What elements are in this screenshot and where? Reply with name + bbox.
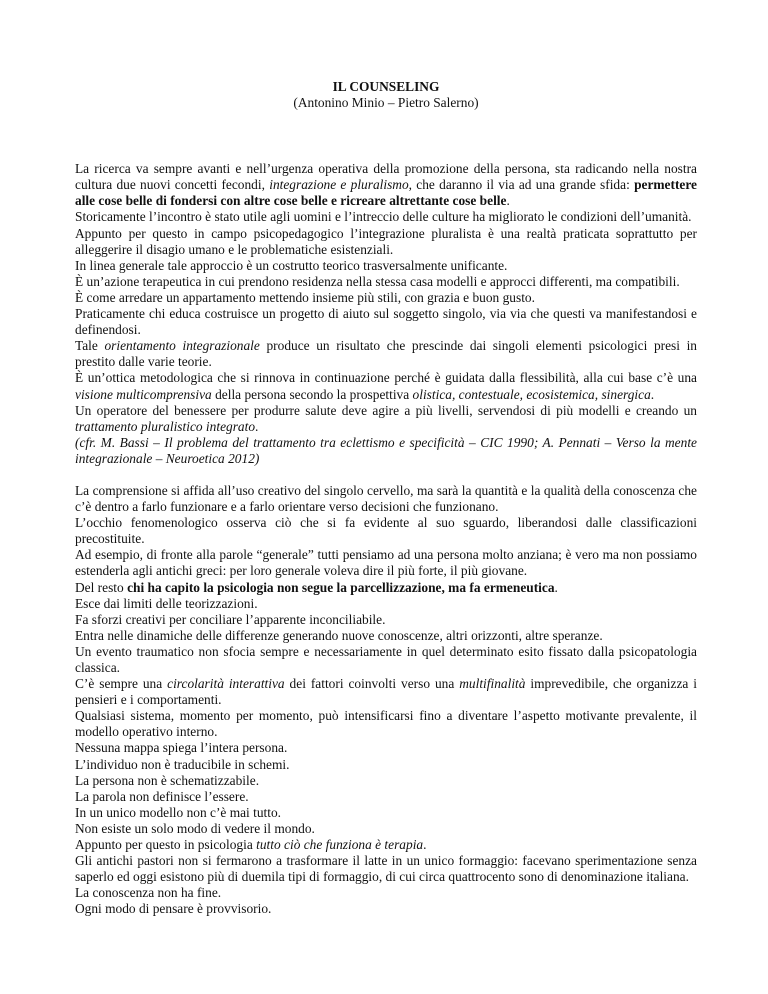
emphasis-text: chi ha capito la psicologia non segue la parcellizzazione, ma fa ermeneutica <box>127 579 555 595</box>
paragraph: Storicamente l’incontro è stato utile agli uomini e l’intreccio delle culture ha migliorato le condizioni dell’umanità. <box>75 209 692 225</box>
paragraph-gap <box>75 467 697 483</box>
paragraph: Ogni modo di pensare è provvisorio. <box>75 901 272 917</box>
paragraph: La conoscenza non ha fine. <box>75 885 222 901</box>
paragraph: Entra nelle dinamiche delle differenze generando nuove conoscenze, altri orizzonti, altre speranze. <box>75 627 603 643</box>
emphasis-text: permettere alle cose belle di fondersi con altre cose belle e ricreare altrettante cose belle <box>75 177 698 209</box>
paragraph: È un’azione terapeutica in cui prendono residenza nella stessa casa modelli e approcci differenti, ma compatibili. <box>75 273 680 289</box>
paragraph: Del resto chi ha capito la psicologia non segue la parcellizzazione, ma fa ermeneutica. <box>75 579 558 595</box>
paragraph: Praticamente chi educa costruisce un progetto di aiuto sul soggetto singolo, via via che questi va manifestandosi e definendosi. <box>75 306 697 338</box>
paragraph: Ad esempio, di fronte alla parole “generale” tutti pensiamo ad una persona molto anziana; è vero ma non possiamo estenderla agli antichi greci: per loro generale voleva dire il più forte, il più giovane. <box>75 547 697 579</box>
paragraph: Esce dai limiti delle teorizzazioni. <box>75 595 258 611</box>
paragraph: Non esiste un solo modo di vedere il mondo. <box>75 820 315 836</box>
paragraph: Fa sforzi creativi per conciliare l’apparente inconciliabile. <box>75 611 386 627</box>
paragraph: Nessuna mappa spiega l’intera persona. <box>75 740 288 756</box>
document-title: IL COUNSELING <box>332 79 440 94</box>
paragraph: L’individuo non è traducibile in schemi. <box>75 756 290 772</box>
paragraph: Appunto per questo in campo psicopedagogico l’integrazione pluralista è una realtà praticata soprattutto per alleggerire il disagio umano e le problematiche esistenziali. <box>75 225 697 257</box>
paragraph: Un evento traumatico non sfocia sempre e necessariamente in quel determinato esito fissato dalla psicopatologia classica. <box>75 643 697 675</box>
paragraph: Qualsiasi sistema, momento per momento, può intensificarsi fino a diventare l’aspetto motivante prevalente, il modello operativo interno. <box>75 708 697 740</box>
paragraph: La comprensione si affida all’uso creativo del singolo cervello, ma sarà la quantità e la qualità della conoscenza che c’è dentro a farlo funzionare e a farlo orientare verso decisioni che funzionano. <box>75 482 697 515</box>
citation: (cfr. M. Bassi – Il problema del trattamento tra eclettismo e specificità – CIC 1990; A. Pennati – Verso la mente integrazionale – Neuroetica 2012) <box>75 434 697 466</box>
paragraph: L’occhio fenomenologico osserva ciò che si fa evidente al suo sguardo, liberandosi dalle classificazioni precostituite. <box>75 515 697 547</box>
paragraph: Appunto per questo in psicologia tutto ciò che funziona è terapia. <box>75 837 427 853</box>
document-authors: (Antonino Minio – Pietro Salerno) <box>293 95 479 111</box>
paragraph: Un operatore del benessere per produrre salute deve agire a più livelli, servendosi di più modelli e creando un trattamento pluralistico integrato. <box>75 402 697 434</box>
paragraph: In linea generale tale approccio è un costrutto teorico trasversalmente unificante. <box>75 257 508 273</box>
paragraph: La persona non è schematizzabile. <box>75 772 260 788</box>
paragraph: Tale orientamento integrazionale produce un risultato che prescinde dai singoli elementi psicologici presi in prestito dalle varie teorie. <box>75 338 697 370</box>
paragraph: È un’ottica metodologica che si rinnova in continuazione perché è guidata dalla flessibilità, alla cui base c’è una visione multicomprensiva della persona secondo la prospettiva olistica, contestuale, ecosistemica, sinergica. <box>75 370 697 402</box>
paragraph: La ricerca va sempre avanti e nell’urgenza operativa della promozione della persona, sta radicando nella nostra cultura due nuovi concetti fecondi, integrazione e pluralismo, che daranno il via ad una grande sfida: permettere alle cose belle di fondersi con altre cose belle e ricreare altrettante cose belle. <box>75 161 698 209</box>
paragraph: Gli antichi pastori non si fermarono a trasformare il latte in un unico formaggio: facevano sperimentazione senza saperlo ed oggi esistono più di duemila tipi di formaggio, di cui circa quattrocento sono di denominazione italiana. <box>75 853 697 885</box>
paragraph: È come arredare un appartamento mettendo insieme più stili, con grazia e buon gusto. <box>75 289 535 305</box>
paragraph: In un unico modello non c’è mai tutto. <box>75 804 282 820</box>
paragraph: C’è sempre una circolarità interattiva dei fattori coinvolti verso una multifinalità imprevedibile, che organizza i pensieri e i comportamenti. <box>75 676 697 708</box>
paragraph: La parola non definisce l’essere. <box>75 788 249 804</box>
document-page <box>75 79 697 918</box>
